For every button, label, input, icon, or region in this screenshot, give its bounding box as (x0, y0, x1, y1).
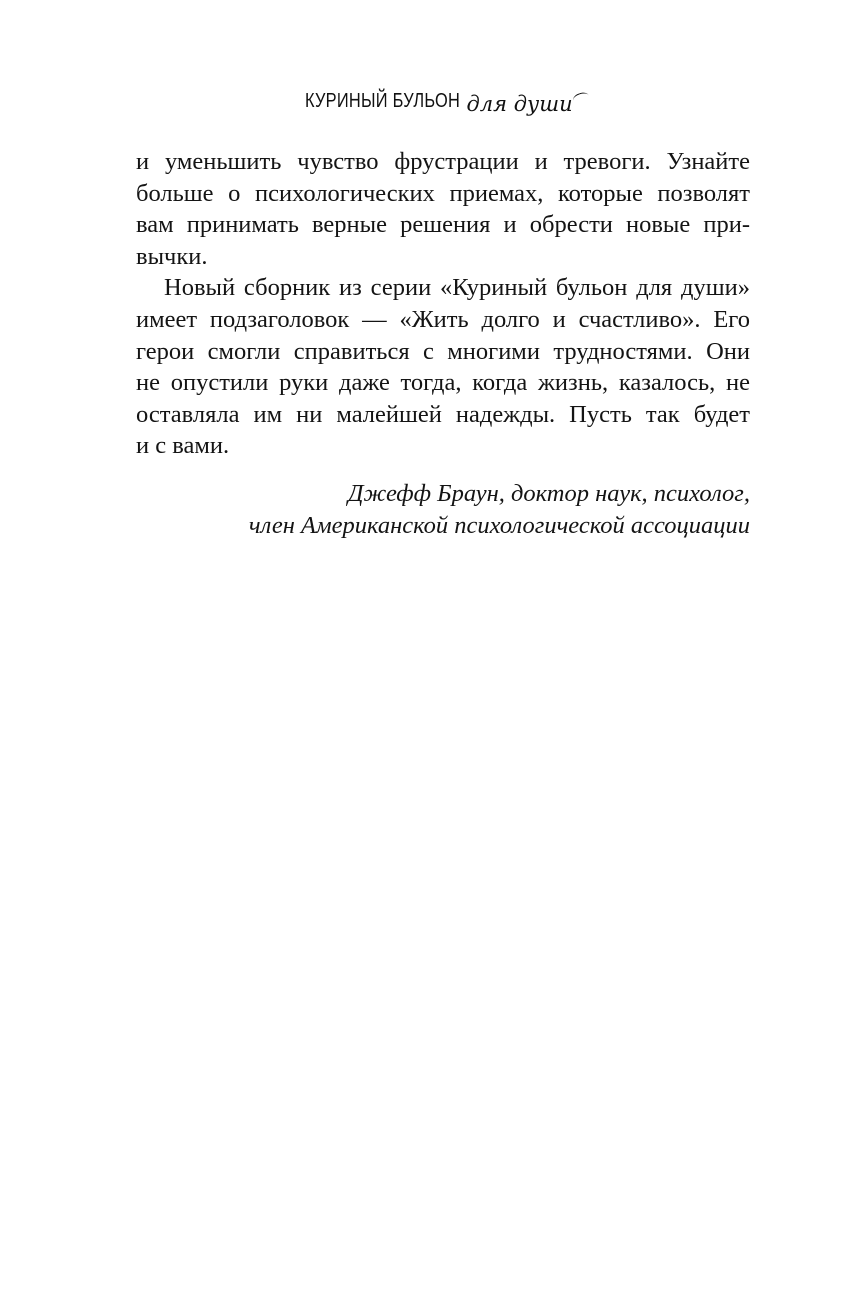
body-text (136, 146, 750, 462)
running-head-script: для души (466, 92, 573, 116)
paragraph-line: вам принимать верные решения и обрести новые при- (136, 211, 750, 239)
paragraph-line: Новый сборник из серии «Куриный бульон для души» (164, 274, 750, 302)
paragraph-line: не опустили руки даже тогда, когда жизнь, казалось, не (136, 369, 750, 397)
signature-affiliation: член Американской психологической ассоциации (248, 511, 750, 539)
paragraph-line: оставляла им ни малейшей надежды. Пусть так будет (136, 400, 750, 428)
paragraph-line: больше о психологических приемах, которые позволят (136, 179, 750, 207)
running-head (0, 88, 844, 116)
paragraph-line: и уменьшить чувство фрустрации и тревоги. Узнайте (136, 148, 750, 175)
paragraph-line: и с вами. (136, 432, 230, 460)
paragraph-2 (136, 272, 750, 462)
running-head-title: КУРИНЫЙ БУЛЬОН (305, 90, 461, 112)
paragraph-line: имеет подзаголовок — «Жить долго и счастливо». Его (136, 305, 750, 333)
signature-author: Джефф Браун, доктор наук, психолог, (347, 480, 750, 507)
signature (249, 478, 750, 541)
paragraph-line: герои смогли справиться с многими трудностями. Они (136, 337, 750, 365)
paragraph-1 (136, 146, 750, 272)
paragraph-line: вычки. (136, 242, 208, 270)
